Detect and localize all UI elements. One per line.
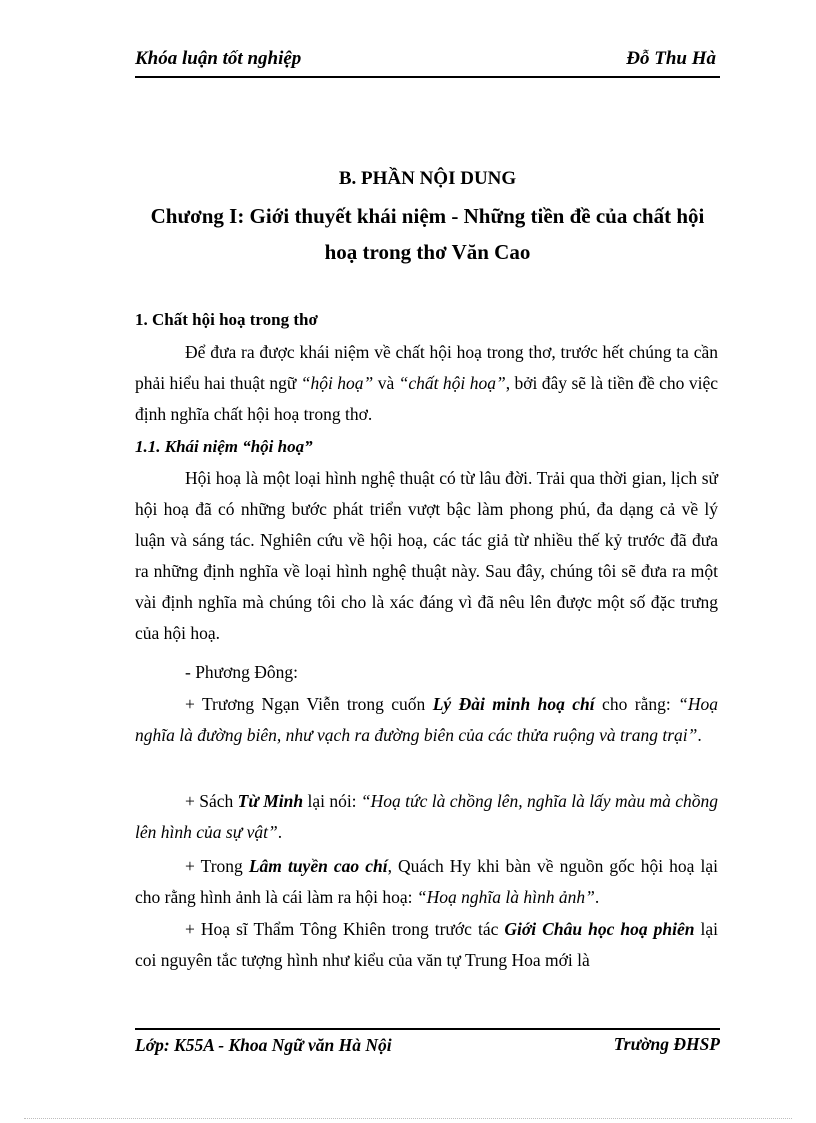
paragraph-truong-ngan-vien: + Trương Ngạn Viễn trong cuốn Lý Đài minh hoạ chí cho rằng: “Hoạ nghĩa là đường biên, như vạch ra đường biên của các thửa ruộng và trang trại”. [135, 694, 718, 745]
paragraph-painting-history: Hội hoạ là một loại hình nghệ thuật có từ lâu đời. Trải qua thời gian, lịch sử hội hoạ đã có những bước phát triển vượt bậc làm phong phú, đa dạng cả về lý luận và sáng tác. Nghiên cứu về hội hoạ, các tác giả từ nhiều thế kỷ trước đã đưa ra những định nghĩa về loại hình nghệ thuật này. Sau đây, chúng tôi sẽ đưa ra một vài định nghĩa mà chúng tôi cho là xác đáng vì đã nêu lên được một số đặc trưng của hội hoạ. [135, 468, 718, 643]
list-item-phuong-dong: - Phương Đông: [185, 662, 299, 682]
paragraph-intro: Để đưa ra được khái niệm về chất hội hoạ trong thơ, trước hết chúng ta cần phải hiểu hai thuật ngữ “hội hoạ” và “chất hội hoạ”, bởi đây sẽ là tiền đề cho việc định nghĩa chất hội hoạ trong thơ. [135, 342, 718, 424]
footer-class: Lớp: K55A - Khoa Ngữ văn Hà Nội [135, 1035, 392, 1055]
paragraph-quach-hy: + Trong Lâm tuyền cao chí, Quách Hy khi bàn về nguồn gốc hội hoạ lại cho rằng hình ảnh là cái làm ra hội hoạ: “Hoạ nghĩa là hình ảnh”. [135, 856, 718, 907]
footer-divider [135, 1028, 720, 1030]
section-heading: B. PHẦN NỘI DUNG [338, 168, 517, 189]
page-bottom-divider [24, 1118, 792, 1119]
chapter-title-line-1: Chương I: Giới thuyết khái niệm - Những tiền đề của chất hội [150, 204, 705, 228]
paragraph-tham-tong-khien: + Hoạ sĩ Thẩm Tông Khiên trong trước tác Giới Châu học hoạ phiên lại coi nguyên tắc tượng hình như kiểu của văn tự Trung Hoa mới là [135, 919, 719, 970]
footer-school: Trường ĐHSP [613, 1034, 720, 1054]
header-title: Khóa luận tốt nghiệp [135, 48, 302, 69]
heading-1-1: 1.1. Khái niệm “hội hoạ” [135, 437, 313, 456]
heading-1: 1. Chất hội hoạ trong thơ [135, 310, 318, 329]
header-author: Đỗ Thu Hà [626, 48, 716, 69]
paragraph-tu-minh: + Sách Từ Minh lại nói: “Hoạ tức là chồng lên, nghĩa là lấy màu mà chồng lên hình của sự vật”. [135, 791, 718, 842]
page-header [135, 46, 720, 78]
chapter-title-line-2: hoạ trong thơ Văn Cao [324, 240, 531, 264]
